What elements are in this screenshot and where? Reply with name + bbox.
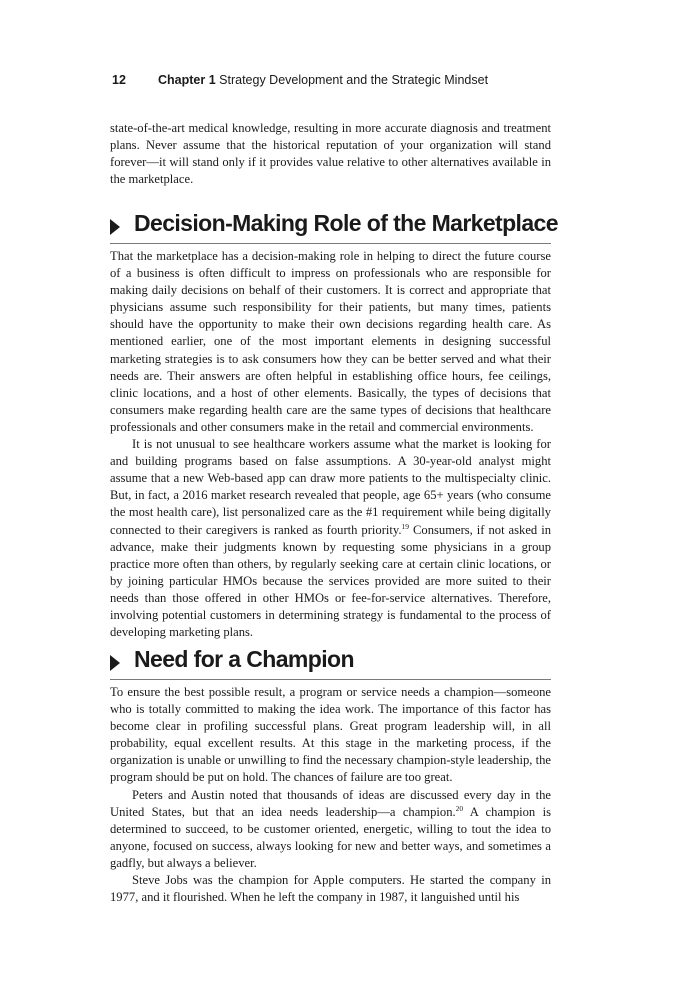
- section-body-champion: [110, 684, 551, 906]
- paragraph-text: A champion is determined to succeed, to be customer oriented, energetic, willing to tout the idea to anyone, focused on success, always looking for new and better ways, and sometimes a gadfly, but always a believer.: [110, 804, 551, 870]
- chapter-label: Chapter 1: [158, 73, 216, 87]
- running-header: [112, 73, 488, 87]
- intro-text: [110, 120, 551, 188]
- paragraph: [110, 436, 551, 641]
- section-title: Decision-Making Role of the Marketplace: [134, 210, 558, 236]
- section-title: Need for a Champion: [134, 646, 354, 672]
- paragraph: To ensure the best possible result, a program or service needs a champion—someone who is totally committed to making the idea work. The importance of this factor has become clear in profiling successful plans. Great program leadership will, in all probability, equal excellent results. At this stage in the marketing process, if the organization is unable or unwilling to find the necessary champion-style leadership, the program should be put on hold. The chances of failure are too great.: [110, 685, 551, 785]
- section-body-decision-making: [110, 248, 551, 641]
- paragraph: Steve Jobs was the champion for Apple computers. He started the company in 1977, and it flourished. When he left the company in 1987, it languished until his: [110, 873, 551, 905]
- triangle-bullet-icon: [110, 219, 120, 235]
- paragraph-text: Consumers, if not asked in advance, make their judgments known by requesting some physicians in a group practice more often than others, by regularly seeking care at certain clinic locations, or by joining particular HMOs because the services provided are more suited to their needs than those offered in other HMOs or fee-for-service alternatives. Therefore, involving potential customers in determining strategy is fundamental to the process of developing marketing plans.: [110, 522, 551, 640]
- footnote-ref: 20: [455, 803, 464, 813]
- section-heading-decision-making: [110, 207, 558, 244]
- footnote-ref: 19: [401, 521, 410, 531]
- paragraph: That the marketplace has a decision-making role in helping to direct the future course of a business is often difficult to impress on professionals who are responsible for making daily decisions on behalf of their customers. It is correct and appropriate that physicians assume such responsibility for their patients, but many times, patients should have the opportunity to make their own decisions regarding health care. As mentioned earlier, one of the most important elements in designing successful marketing strategies is to ask consumers how they can be better served and what their needs are. Their answers are often helpful in establishing office hours, fee ceilings, clinic locations, and a host of other elements. Basically, the types of decisions that consumers make regarding health care are the same types of decisions that healthcare professionals and other consumers make in the retail and commercial environments.: [110, 249, 551, 434]
- paragraph: [110, 787, 551, 872]
- paragraph: state-of-the-art medical knowledge, resulting in more accurate diagnosis and treatment plans. Never assume that the historical reputation of your organization will stand forever—it will stand only if it provides value relative to other alternatives available in the marketplace.: [110, 121, 551, 187]
- page-number: 12: [112, 73, 126, 87]
- triangle-bullet-icon: [110, 655, 120, 671]
- paragraph-text: It is not unusual to see healthcare workers assume what the market is looking for and building programs based on false assumptions. A 30-year-old analyst might assume that a new Web-based app can draw more patients to the multispecialty clinic. But, in fact, a 2016 market research revealed that people, age 65+ years (who consume the most health care), list personalized care as the #1 requirement while being digitally connected to their caregivers is ranked as fourth priority.: [110, 437, 551, 537]
- paragraph-text: Peters and Austin noted that thousands of ideas are discussed every day in the United States, but that an idea needs leadership—a champion.: [110, 787, 551, 819]
- chapter-title: Strategy Development and the Strategic Mindset: [219, 73, 489, 87]
- section-heading-champion: [110, 643, 551, 680]
